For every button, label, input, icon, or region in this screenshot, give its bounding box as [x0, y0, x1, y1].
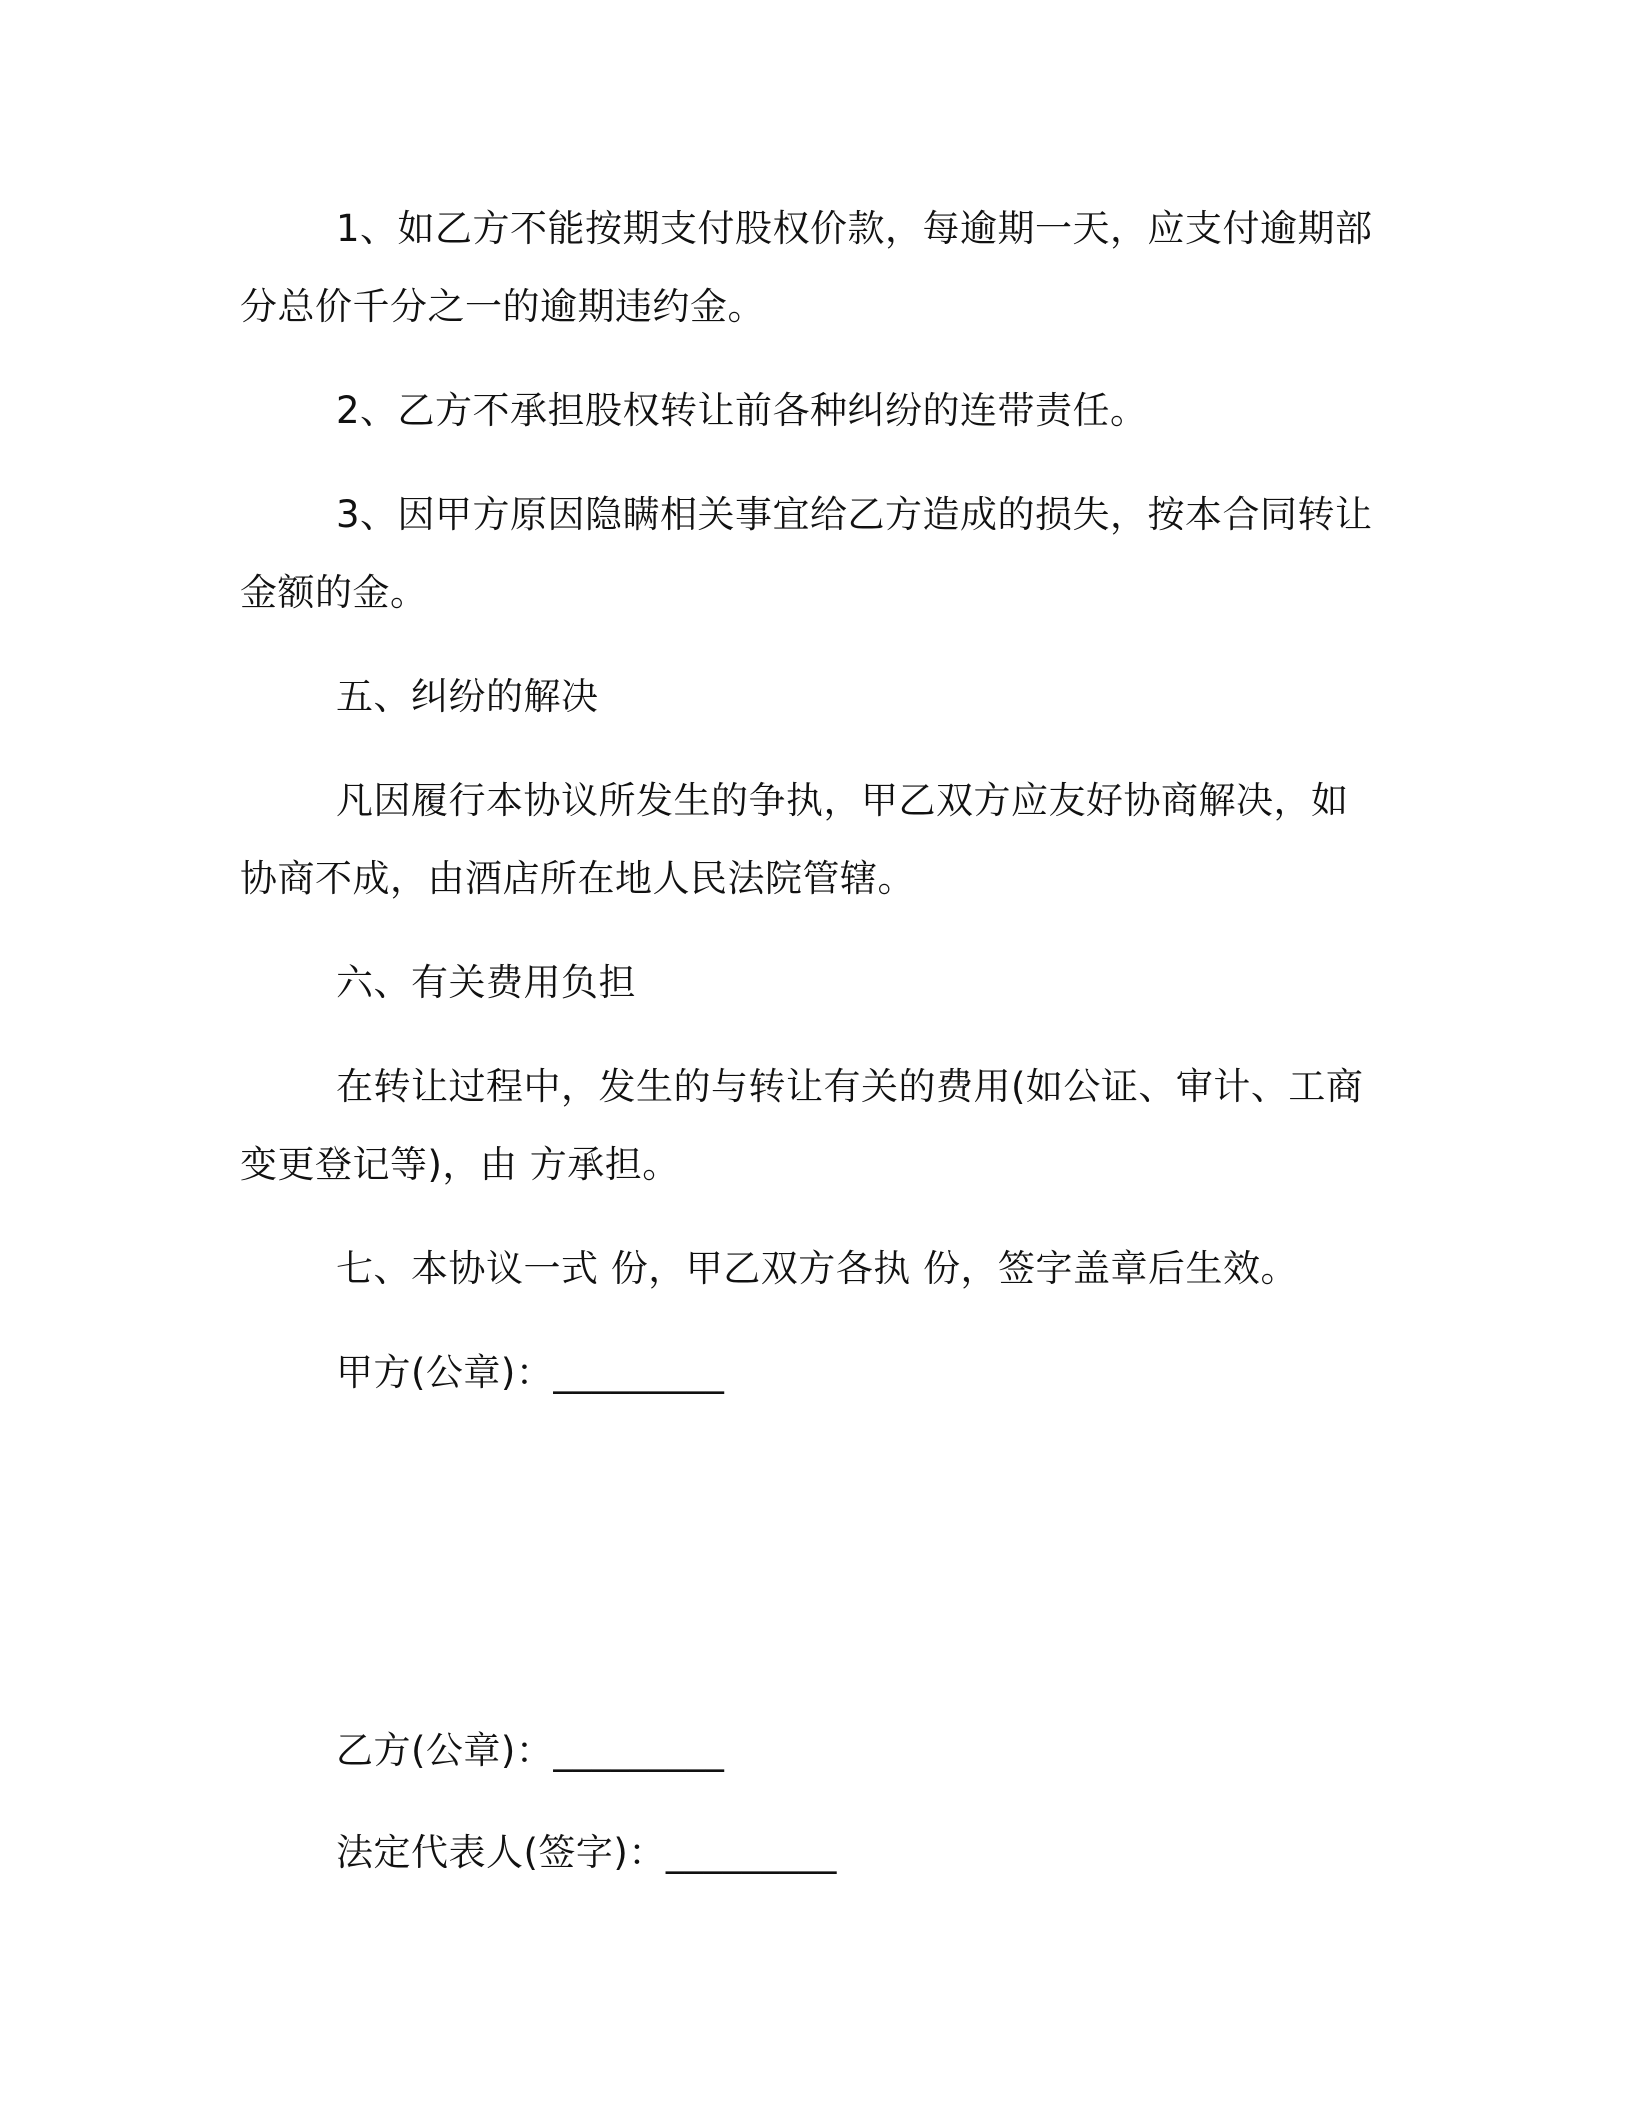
- clause-2-no-joint-liability: 2、乙方不承担股权转让前各种纠纷的连带责任。: [336, 389, 1148, 432]
- signature-legal-representative: 法定代表人(签字)：_________: [336, 1831, 837, 1874]
- signature-party-b: 乙方(公章)：_________: [336, 1729, 725, 1772]
- fees-text: 在转让过程中，发生的与转让有关的费用(如公证、审计、工商变更登记等)，由 方承担。: [240, 1065, 1364, 1186]
- signature-party-a: 甲方(公章)：_________: [336, 1351, 725, 1394]
- section-heading-fees: 六、有关费用负担: [336, 961, 636, 1004]
- clause-1-overdue-penalty: 1、如乙方不能按期支付股权价款，每逾期一天，应支付逾期部分总价千分之一的逾期违约金。: [240, 207, 1373, 328]
- document-body: [240, 190, 1380, 1892]
- copies-effective-clause: 七、本协议一式 份，甲乙双方各执 份，签字盖章后生效。: [336, 1247, 1299, 1290]
- clause-3-concealment-loss: 3、因甲方原因隐瞒相关事宜给乙方造成的损失，按本合同转让金额的金。: [240, 493, 1373, 614]
- section-heading-dispute-resolution: 五、纠纷的解决: [336, 675, 599, 718]
- dispute-resolution-text: 凡因履行本协议所发生的争执，甲乙双方应友好协商解决，如协商不成，由酒店所在地人民法院管辖。: [240, 779, 1349, 900]
